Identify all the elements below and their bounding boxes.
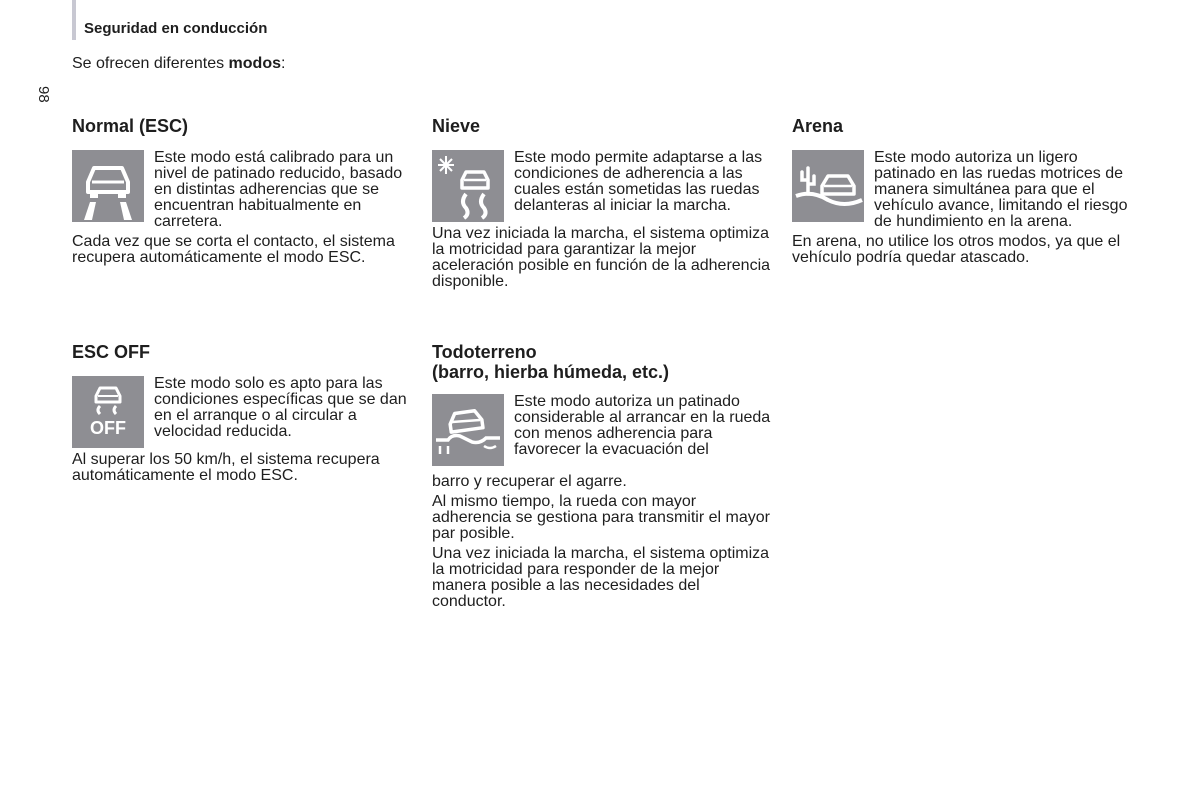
mode-title: Arena <box>792 116 844 136</box>
mode-note: Una vez iniciada la marcha, el sistema optimiza la motricidad para garantizar la mejor aceleración posible en función de la adherencia disponible. <box>432 225 771 290</box>
side-bar <box>72 0 76 40</box>
sand-car-icon <box>792 150 864 222</box>
mode-note: En arena, no utilice los otros modos, ya que el vehículo podría quedar atascado. <box>792 233 1121 266</box>
mode-description: Este modo autoriza un patinado considerable al arrancar en la rueda con menos adherencia para favorecer la evacuación del <box>514 393 771 458</box>
intro-text-after: : <box>281 55 286 72</box>
mode-note: Al superar los 50 km/h, el sistema recupera automáticamente el modo ESC. <box>72 451 380 484</box>
mode-title: ESC OFF <box>72 342 151 362</box>
mode-todoterreno <box>432 342 772 610</box>
esc-off-icon <box>72 376 144 448</box>
mode-title-line1: Todoterreno <box>432 342 537 362</box>
mode-title-line2: (barro, hierba húmeda, etc.) <box>432 362 670 382</box>
mode-description: Este modo autoriza un ligero patinado en las ruedas motrices de manera simultánea para que el vehículo avance, limitando el riesgo de hundimiento en la arena. <box>874 149 1128 230</box>
mud-car-icon <box>432 394 504 466</box>
mode-description-end: barro y recuperar el agarre. <box>432 473 627 490</box>
intro-text <box>72 55 285 73</box>
mode-note-2: Una vez iniciada la marcha, el sistema optimiza la motricidad para responder de la mejor manera posible a las necesidades del conductor. <box>432 545 770 610</box>
mode-note: Cada vez que se corta el contacto, el sistema recupera automáticamente el modo ESC. <box>72 233 395 266</box>
intro-bold: modos <box>228 55 281 72</box>
snow-car-icon <box>432 150 504 222</box>
esc-off-icon-label: OFF <box>90 418 126 438</box>
mode-title: Nieve <box>432 116 481 136</box>
mode-title <box>432 342 772 382</box>
intro-text-before: Se ofrecen diferentes <box>72 55 229 72</box>
mode-description: Este modo permite adaptarse a las condiciones de adherencia a las cuales están sometidas las ruedas delanteras al iniciar la marcha. <box>514 149 763 214</box>
mode-title: Normal (ESC) <box>72 116 189 136</box>
mode-nieve <box>432 116 772 290</box>
mode-description: Este modo solo es apto para las condiciones específicas que se dan en el arranque o al circular a velocidad reducida. <box>154 375 407 440</box>
road-car-icon <box>72 150 144 222</box>
mode-esc-off <box>72 342 412 484</box>
page-number: 98 <box>35 86 52 103</box>
mode-arena <box>792 116 1132 266</box>
mode-normal <box>72 116 412 266</box>
mode-note-1: Al mismo tiempo, la rueda con mayor adherencia se gestiona para transmitir el mayor par posible. <box>432 493 770 542</box>
section-header: Seguridad en conducción <box>84 20 268 37</box>
mode-description: Este modo está calibrado para un nivel de patinado reducido, basado en distintas adherencias que se encuentran habitualmente en carretera. <box>154 149 403 230</box>
